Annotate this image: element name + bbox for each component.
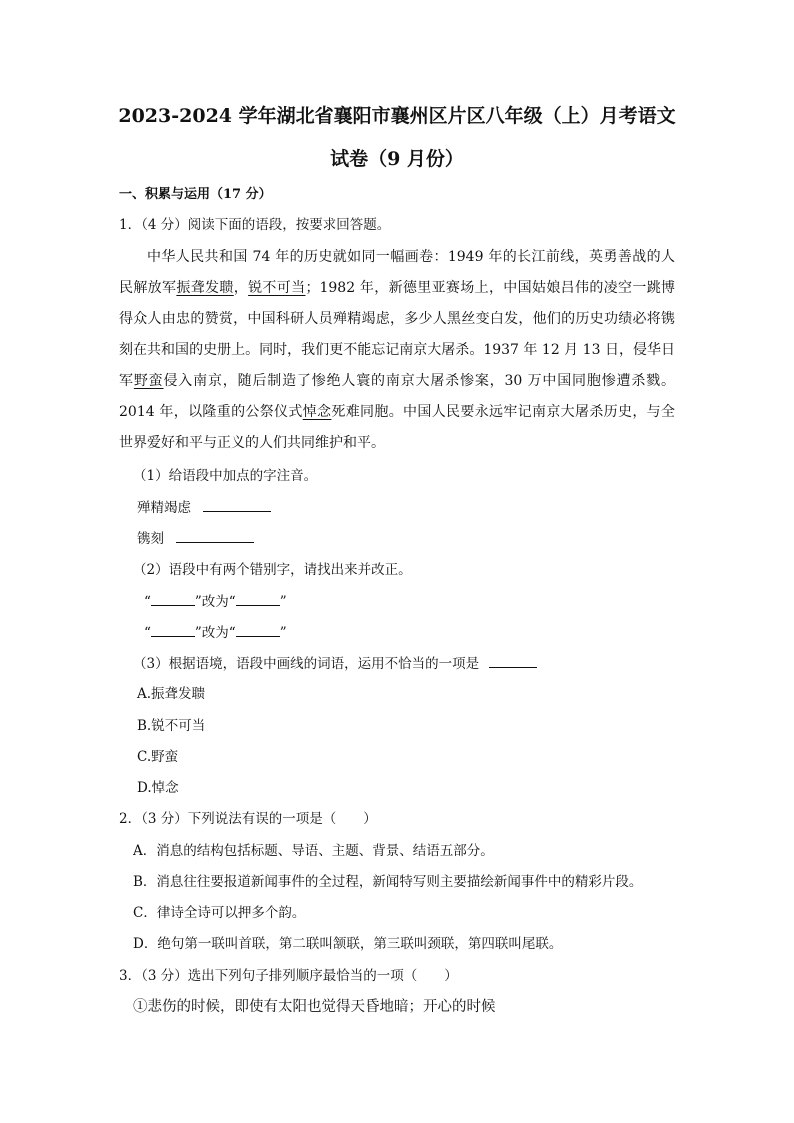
- passage-text: 死难同胞。中国人民要永远牢记南京大屠杀历史，与全世界爱好和平与正义的人们共同维护和平。: [119, 404, 675, 451]
- pinyin-word-1: 殚精竭虑: [137, 500, 191, 516]
- underlined-term-2: 锐不可当: [248, 280, 306, 296]
- answer-blank[interactable]: [203, 497, 271, 512]
- pinyin-item-1: [137, 497, 271, 518]
- q2-option-d[interactable]: D．绝句第一联叫首联，第二联叫颔联，第三联叫颈联，第四联叫尾联。: [133, 936, 563, 952]
- exam-title-line-2: 试卷（9 月份）: [330, 148, 464, 170]
- correction-row-2: [144, 622, 287, 643]
- pinyin-item-2: [137, 528, 254, 549]
- q2-option-b[interactable]: B．消息往往要报道新闻事件的全过程，新闻特写则主要描绘新闻事件中的精彩片段。: [133, 874, 643, 890]
- question-1-stem: 1．（4 分）阅读下面的语段，按要求回答题。: [119, 217, 391, 233]
- change-to-text: ”改为“: [194, 594, 236, 610]
- q2-option-a[interactable]: A．消息的结构包括标题、导语、主题、背景、结语五部分。: [133, 843, 494, 859]
- q1-option-a[interactable]: A.振聋发聩: [137, 686, 206, 702]
- passage-text: ；1982 年，新德里亚赛场上，中国姑娘吕伟的凌空一跳博得众人由忠的赞赏，中国科研人员殚精竭虑，多少人黑丝变白发，他们的历史功绩必将镌刻在共和国的史册上。同时，我们更不能忘记南京大屠杀。1937 年 12 月 13 日，侵华日军: [119, 280, 676, 389]
- pinyin-word-2: 镌刻: [137, 531, 164, 547]
- passage-text: ，: [233, 280, 249, 296]
- quote-mark: “: [144, 625, 151, 641]
- wrong-char-blank[interactable]: [151, 622, 195, 637]
- quote-mark: “: [144, 594, 151, 610]
- passage-text: 侵入南京，随后制造了惨绝人寰的南京大屠杀惨案，30 万中国同胞惨遭杀戮。2014 年，以隆重的公祭仪式: [119, 373, 676, 420]
- answer-blank[interactable]: [489, 653, 537, 668]
- question-1-passage: [119, 242, 675, 459]
- correct-char-blank[interactable]: [236, 591, 280, 606]
- underlined-term-3: 野蛮: [133, 373, 164, 389]
- correct-char-blank[interactable]: [236, 622, 280, 637]
- quote-mark: ”: [279, 625, 287, 641]
- passage-text: 中华人民共和国 74 年的历史就如同一幅画卷：1949 年的长江前线，英勇善战的人民解放军: [119, 249, 675, 296]
- wrong-char-blank[interactable]: [151, 591, 195, 606]
- exam-title-line-1: 2023-2024 学年湖北省襄阳市襄州区片区八年级（上）月考语文: [118, 105, 676, 127]
- section-heading: 一、积累与运用（17 分）: [119, 187, 272, 202]
- question-2-stem: 2．（3 分）下列说法有误的一项是（ ）: [119, 811, 377, 827]
- answer-blank[interactable]: [176, 528, 254, 543]
- quote-mark: ”: [279, 594, 287, 610]
- q1-option-c[interactable]: C.野蛮: [137, 749, 179, 765]
- q1-option-b[interactable]: B.锐不可当: [137, 718, 206, 734]
- underlined-term-1: 振聋发聩: [176, 280, 234, 296]
- sub-question-3-text: （3）根据语境，语段中画线的词语，运用不恰当的一项是: [133, 656, 480, 672]
- sub-question-1: （1）给语段中加点的字注音。: [133, 468, 318, 484]
- sub-question-2: （2）语段中有两个错别字，请找出来并改正。: [133, 562, 412, 578]
- correction-row-1: [144, 591, 287, 612]
- q3-item-1: ①悲伤的时候，即使有太阳也觉得天昏地暗；开心的时候: [133, 999, 496, 1015]
- underlined-term-4: 悼念: [302, 404, 332, 420]
- sub-question-3: [133, 653, 537, 674]
- question-3-stem: 3．（3 分）选出下列句子排列顺序最恰当的一项（ ）: [119, 968, 458, 984]
- q2-option-c[interactable]: C．律诗全诗可以押多个韵。: [133, 905, 306, 921]
- q1-option-d[interactable]: D.悼念: [137, 780, 179, 796]
- change-to-text: ”改为“: [194, 625, 236, 641]
